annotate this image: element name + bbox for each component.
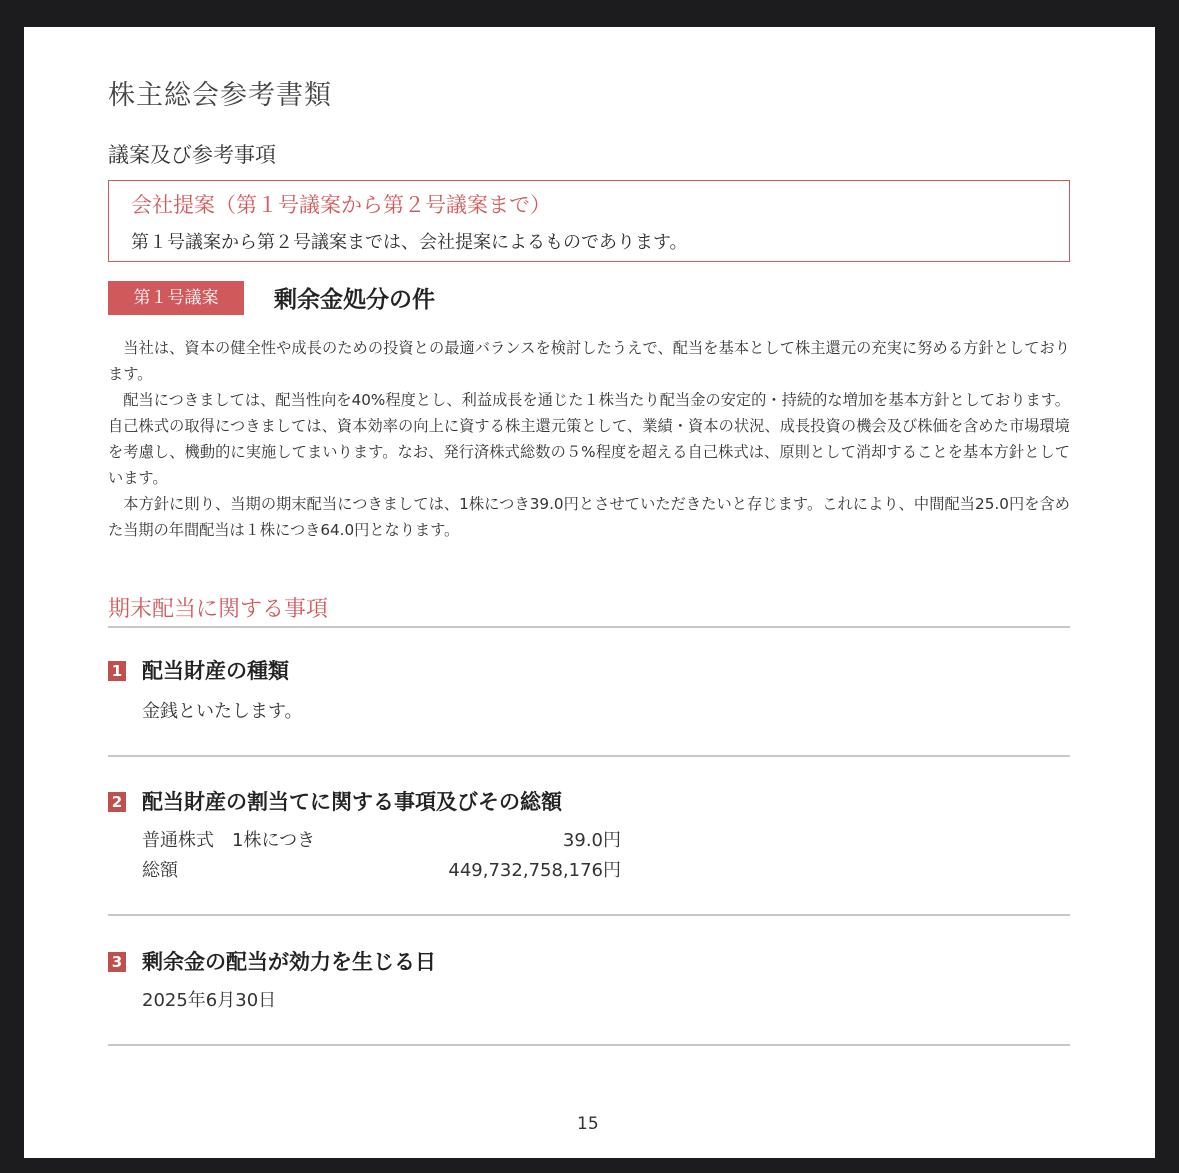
section-subtitle: 議案及び参考事項 — [108, 143, 276, 167]
section-heading: 期末配当に関する事項 — [108, 597, 329, 622]
dividend-row-value: 449,732,758,176円 — [448, 860, 621, 881]
proposal-tag: 第１号議案 — [108, 281, 244, 315]
paragraph: 本方針に則り、当期の期末配当につきましては、1株につき39.0円とさせていただきたいと存じます。これにより、中間配当25.0円を含めた当期の年間配当は１株につき64.0円となります。 — [108, 495, 1070, 539]
item-title: 配当財産の割当てに関する事項及びその総額 — [142, 790, 562, 814]
proposal-title: 剰余金処分の件 — [274, 287, 435, 313]
divider — [108, 1044, 1070, 1046]
dividend-row-label: 普通株式 1株につき — [142, 830, 316, 851]
item-text: 金銭といたします。 — [142, 701, 303, 722]
item-number-badge: 1 — [108, 661, 126, 681]
notice-box-title: 会社提案（第１号議案から第２号議案まで） — [131, 193, 551, 217]
page-number: 15 — [577, 1114, 599, 1134]
paragraph: 当社は、資本の健全性や成長のための投資との最適バランスを検討したうえで、配当を基本として株主還元の充実に努める方針としております。 — [108, 339, 1070, 383]
divider — [108, 755, 1070, 757]
notice-box — [108, 180, 1070, 262]
item-title: 剰余金の配当が効力を生じる日 — [142, 950, 436, 974]
dividend-row-label: 総額 — [142, 860, 178, 881]
divider — [108, 914, 1070, 916]
item-number-badge: 2 — [108, 792, 126, 812]
item-number-badge: 3 — [108, 952, 126, 972]
divider — [108, 626, 1070, 628]
dividend-row-value: 39.0円 — [562, 830, 621, 851]
page-title: 株主総会参考書類 — [108, 80, 332, 111]
document-page — [24, 27, 1155, 1158]
item-title: 配当財産の種類 — [142, 659, 289, 683]
notice-box-text: 第１号議案から第２号議案までは、会社提案によるものであります。 — [131, 232, 688, 253]
item-text: 2025年6月30日 — [142, 990, 277, 1011]
paragraph: 配当につきましては、配当性向を40%程度とし、利益成長を通じた１株当たり配当金の安定的・持続的な増加を基本方針としております。自己株式の取得につきましては、資本効率の向上に資する株主還元策として、業績・資本の状況、成長投資の機会及び株価を含めた市場環境を考慮し、機動的に実施してまいります。なお、発行済株式総数の５%程度を超える自己株式は、原則として消却することを基本方針としています。 — [108, 391, 1070, 487]
